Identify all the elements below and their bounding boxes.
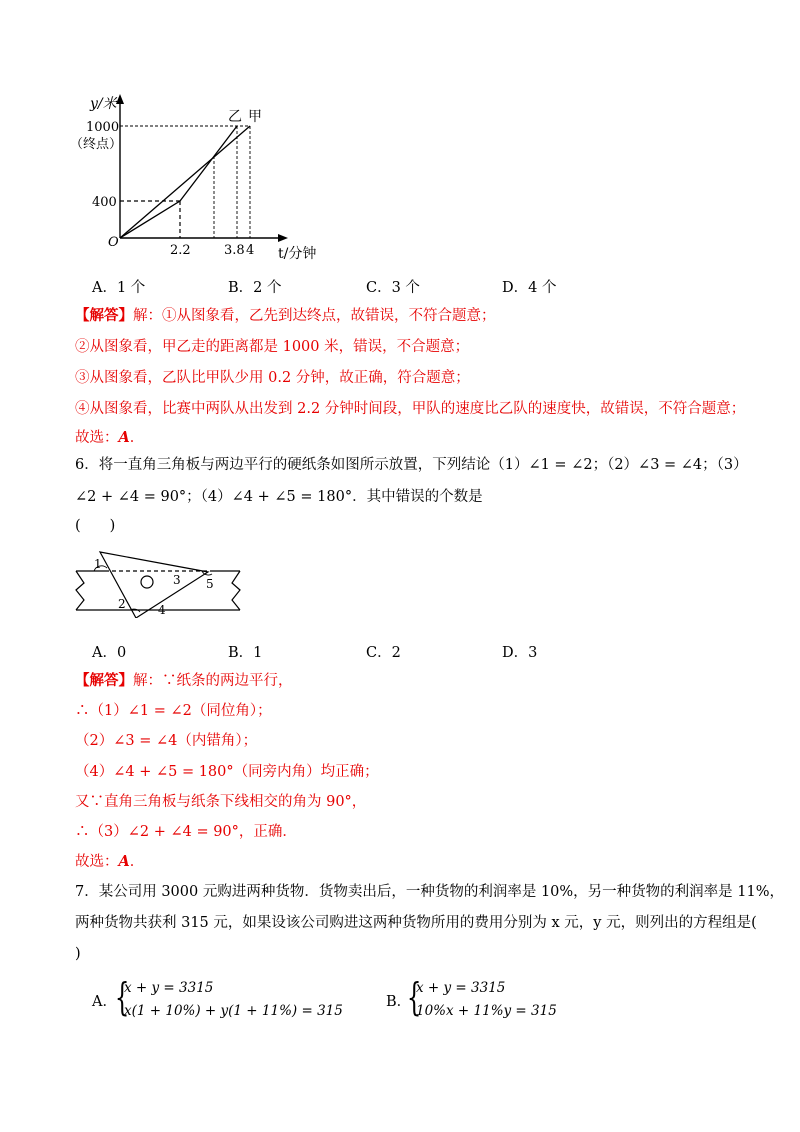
q5-answer-line-2: ②从图象看，甲乙走的距离都是 1000 米，错误，不合题意； <box>75 339 470 355</box>
q5-choose-label: 故选： <box>75 430 119 446</box>
q7-option-b-eq1: x + y = 3315 <box>416 980 506 996</box>
angle-4-label: 4 <box>158 603 166 617</box>
q5-answer-tag: 【解答】 <box>75 307 133 324</box>
q7-option-b-eq2: 10%x + 11%y = 315 <box>416 1003 557 1019</box>
q6-answer-line-6: ∴（3）∠2 + ∠4 = 90°，正确． <box>75 824 297 840</box>
angle-2-label: 2 <box>118 597 126 611</box>
tick-400: 400 <box>92 195 117 210</box>
q7-option-a-eq2: x(1 + 10%) + y(1 + 11%) = 315 <box>124 1003 343 1019</box>
tick-1000: 1000 <box>86 120 120 135</box>
set-square <box>100 552 208 618</box>
q5-choose-value: A <box>118 429 130 446</box>
q7-option-b-label: B． <box>386 994 412 1010</box>
q6-stem-line-1: 6．将一直角三角板与两边平行的硬纸条如图所示放置，下列结论（1）∠1 = ∠2；（2）∠3 = ∠4；（3） <box>75 457 748 473</box>
q6-stem-line-2: ∠2 + ∠4 = 90°；（4）∠4 + ∠5 = 180°．其中错误的个数是 <box>75 489 483 505</box>
tick-3-8: 3.8 <box>224 243 245 258</box>
line-yi <box>120 126 237 238</box>
q5-option-a: A．1 个 <box>92 280 146 296</box>
q5-answer-line-3: ③从图象看，乙队比甲队少用 0.2 分钟，故正确，符合题意； <box>75 370 470 386</box>
q6-answer-tag: 【解答】 <box>75 672 133 689</box>
y-axis-arrow <box>116 94 124 104</box>
x-axis-label: t/分钟 <box>278 246 317 262</box>
q6-option-b: B．1 <box>228 645 263 661</box>
q7-stem-line-3: ) <box>75 946 81 962</box>
q6-answer-line-2: ∴（1）∠1 = ∠2（同位角）； <box>75 703 272 719</box>
q5-answer-line-1 <box>75 306 496 326</box>
q5-option-c: C．3 个 <box>366 280 420 296</box>
q5-answer-line-4: ④从图象看，比赛中两队从出发到 2.2 分钟时间段，甲队的速度比乙队的速度快，故错误，不符合题意； <box>75 401 746 417</box>
q7-option-a-label: A． <box>92 994 117 1010</box>
q6-option-a: A．0 <box>92 645 127 661</box>
line-jia <box>120 126 250 238</box>
q5-choose <box>75 428 144 448</box>
q5-answer-text-1: 解：①从图象看，乙先到达终点，故错误，不符合题意； <box>133 308 496 324</box>
q5-choose-end: ． <box>129 430 145 446</box>
q5-option-b: B．2 个 <box>228 280 282 296</box>
q7-option-a-eq1: x + y = 3315 <box>124 980 214 996</box>
q7-option-b-brace: { <box>406 975 422 1019</box>
label-jia: 甲 <box>248 109 262 125</box>
q6-option-d: D．3 <box>502 645 538 661</box>
origin-label: O <box>108 235 119 250</box>
q6-answer-paren: ( ) <box>75 518 116 534</box>
q6-choose-label: 故选： <box>75 854 119 870</box>
q6-answer-line-5: 又∵直角三角板与纸条下线相交的角为 90°， <box>75 794 367 810</box>
tick-end-label: （终点） <box>70 137 123 152</box>
q7-option-a-brace: { <box>114 975 130 1019</box>
q6-choose-value: A <box>118 853 130 870</box>
q7-stem-line-2: 两种货物共获利 315 元，如果设该公司购进这两种货物所用的费用分别为 x 元，y 元，则列出的方程组是( <box>75 915 757 931</box>
angle-1-label: 1 <box>94 557 102 571</box>
q6-answer-line-3: （2）∠3 = ∠4（内错角）； <box>75 733 258 749</box>
angle-5-label: 5 <box>206 577 214 591</box>
q6-option-c: C．2 <box>366 645 401 661</box>
q5-option-d: D．4 个 <box>502 280 557 296</box>
q6-choose <box>75 852 144 872</box>
triangle-strip-figure <box>70 538 250 618</box>
q6-answer-line-1 <box>75 671 293 691</box>
q6-answer-line-4: （4）∠4 + ∠5 = 180°（同旁内角）均正确； <box>75 764 379 780</box>
label-yi: 乙 <box>228 109 242 125</box>
q6-answer-text-1: 解：∵纸条的两边平行， <box>133 673 293 689</box>
tick-4: 4 <box>246 243 255 258</box>
q7-stem-line-1: 7．某公司用 3000 元购进两种货物．货物卖出后，一种货物的利润率是 10%，另一种货物的利润率是 11%， <box>75 884 785 900</box>
distance-time-graph <box>60 88 320 268</box>
angle-3-label: 3 <box>173 573 181 587</box>
tick-2-2: 2.2 <box>170 243 191 258</box>
y-axis-label: y/米 <box>90 96 117 112</box>
q6-choose-end: ． <box>129 854 145 870</box>
x-axis-arrow <box>278 234 288 242</box>
